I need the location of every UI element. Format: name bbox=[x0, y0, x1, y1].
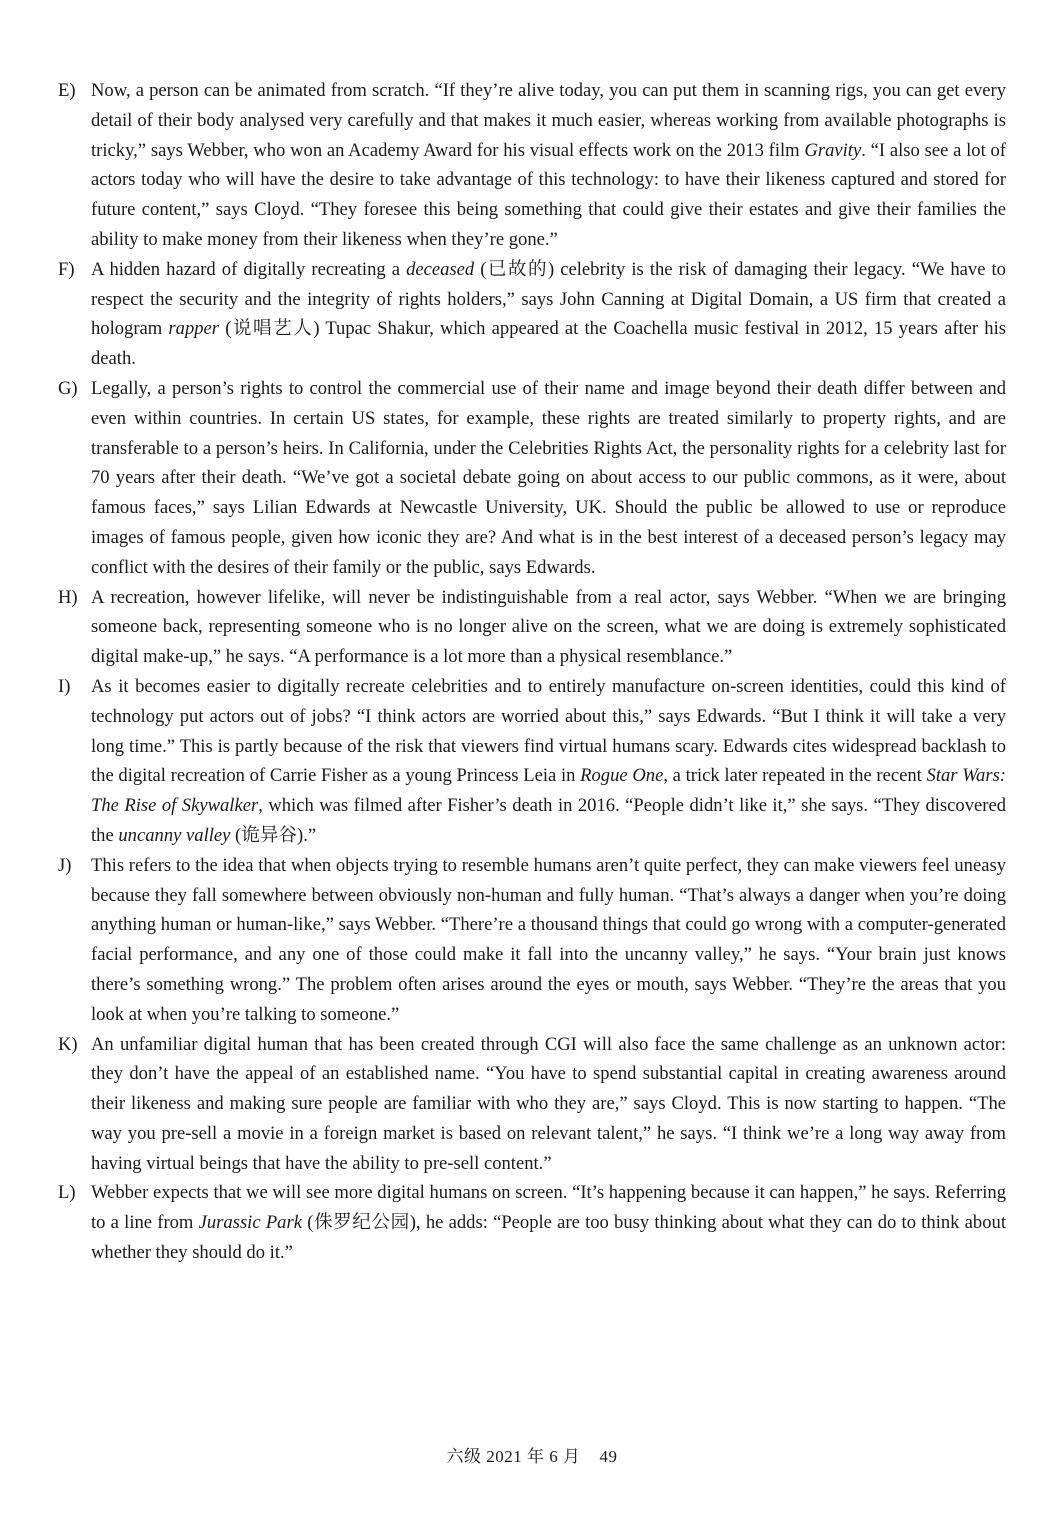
paragraph-letter: I) bbox=[58, 675, 71, 697]
paragraph-h bbox=[58, 583, 1006, 672]
italic-term: Star Wars: The Rise of Skywalker bbox=[91, 765, 1006, 817]
text-run: (说唱艺人) Tupac Shakur, which appeared at the Coachella music festival in 2012, 15 years after his death. bbox=[91, 318, 1006, 370]
italic-term: deceased bbox=[406, 258, 475, 280]
text-run: A recreation, however lifelike, will never be indistinguishable from a real actor, says Webber. “When we are bringing someone back, representing someone who is no longer alive on the screen, what we are doing is extremely sophisticated digital make-up,” he says. “A performance is a lot more than a physical resemblance.” bbox=[91, 586, 1006, 668]
text-run: (诡异谷).” bbox=[230, 824, 317, 846]
paragraph-letter: F) bbox=[58, 258, 75, 280]
paragraph-letter: L) bbox=[58, 1182, 76, 1204]
italic-term: Rogue One bbox=[580, 765, 664, 787]
paragraph-g bbox=[58, 374, 1006, 583]
text-run: . “I also see a lot of actors today who will have the desire to take advantage of this technology: to have their likeness captured and stored for future content,” says Cloyd. “They foresee this being something that could give their estates and give their families the ability to make money from their likeness when they’re gone.” bbox=[91, 139, 1006, 250]
text-run: A hidden hazard of digitally recreating a bbox=[91, 258, 407, 280]
italic-term: rapper bbox=[168, 318, 220, 340]
text-run: As it becomes easier to digitally recreate celebrities and to entirely manufacture on-screen identities, could this kind of technology put actors out of jobs? “I think actors are worried about this,” says Edwards. “But I think it will take a very long time.” This is partly because of the risk that viewers find virtual humans scary. Edwards cites widespread backlash to the digital recreation of Carrie Fisher as a young Princess Leia in bbox=[91, 675, 1006, 787]
paragraph-letter: J) bbox=[58, 854, 72, 876]
paragraph-f bbox=[58, 255, 1006, 374]
text-run: (侏罗纪公园), he adds: “People are too busy thinking about what they can do to think about whether they should do it.” bbox=[91, 1212, 1006, 1264]
paragraph-text bbox=[91, 676, 1006, 846]
paragraph-e bbox=[58, 76, 1006, 255]
text-run: Legally, a person’s rights to control the commercial use of their name and image beyond their death differ between and even within countries. In certain US states, for example, these rights are treated similarly to property rights, and are transferable to a person’s heirs. In California, under the Celebrities Rights Act, the personality rights for a celebrity last for 70 years after their death. “We’ve got a societal debate going on about access to our public commons, as it were, about famous faces,” says Lilian Edwards at Newcastle University, UK. Should the public be allowed to use or reproduce images of famous people, given how iconic they are? And what is in the best interest of a deceased person’s legacy may conflict with the desires of their family or the public, says Edwards. bbox=[91, 377, 1006, 578]
italic-term: Jurassic Park bbox=[198, 1212, 302, 1234]
paragraph-letter: G) bbox=[58, 377, 78, 399]
paragraph-j bbox=[58, 851, 1006, 1030]
paragraph-l bbox=[58, 1178, 1006, 1267]
paragraph-text bbox=[91, 80, 1006, 250]
page-number: 49 bbox=[599, 1447, 618, 1466]
text-run: Webber expects that we will see more digital humans on screen. “It’s happening because it can happen,” he says. Referring to a line from bbox=[91, 1182, 1006, 1234]
italic-term: Gravity bbox=[804, 139, 862, 161]
paragraph-letter: H) bbox=[58, 586, 78, 608]
paragraph-i bbox=[58, 672, 1006, 851]
paragraph-letter: K) bbox=[58, 1033, 78, 1055]
paragraph-text bbox=[91, 1182, 1006, 1263]
paragraph-text bbox=[91, 855, 1006, 1025]
paragraph-k bbox=[58, 1030, 1006, 1179]
paragraph-text bbox=[91, 259, 1006, 369]
text-run: , a trick later repeated in the recent bbox=[663, 765, 927, 787]
paragraph-text bbox=[91, 1034, 1006, 1174]
text-run: , which was filmed after Fisher’s death in 2016. “People didn’t like it,” she says. “They discovered the bbox=[91, 795, 1006, 846]
text-run: This refers to the idea that when objects trying to resemble humans aren’t quite perfect, they can make viewers feel uneasy because they fall somewhere between obviously non-human and fully human. “That’s always a danger when you’re doing anything human or human-like,” says Webber. “There’re a thousand things that could go wrong with a computer-generated facial performance, and any one of those could make it fall into the uncanny valley,” he says. “Your brain just knows there’s something wrong.” The problem often arises around the eyes or mouth, says Webber. “They’re the areas that you look at when you’re talking to someone.” bbox=[91, 854, 1006, 1025]
text-run: Now, a person can be animated from scratch. “If they’re alive today, you can put them in scanning rigs, you can get every detail of their body analysed very carefully and that makes it much easier, whereas working from available photographs is tricky,” says Webber, who won an Academy Award for his visual effects work on the 2013 film bbox=[91, 80, 1006, 161]
page-footer bbox=[0, 1442, 1064, 1467]
paragraph-text bbox=[91, 587, 1006, 668]
paragraph-text bbox=[91, 378, 1006, 578]
paragraph-letter: E) bbox=[58, 80, 76, 101]
text-run: An unfamiliar digital human that has been created through CGI will also face the same challenge as an unknown actor: they don’t have the appeal of an established name. “You have to spend substantial capital in creating awareness around their likeness and making sure people are familiar with who they are,” says Cloyd. This is now starting to happen. “The way you pre-sell a movie in a foreign market is based on relevant talent,” he says. “I think we’re a long way away from having virtual beings that have the ability to pre-sell content.” bbox=[91, 1033, 1006, 1174]
text-run: (已故的) celebrity is the risk of damaging their legacy. “We have to respect the security and the integrity of rights holders,” says John Canning at Digital Domain, a US firm that created a hologram bbox=[91, 258, 1006, 340]
exam-label: 六级 2021 年 6 月 bbox=[446, 1447, 581, 1466]
passage-paragraphs bbox=[58, 76, 1006, 1268]
italic-term: uncanny valley bbox=[118, 824, 231, 846]
